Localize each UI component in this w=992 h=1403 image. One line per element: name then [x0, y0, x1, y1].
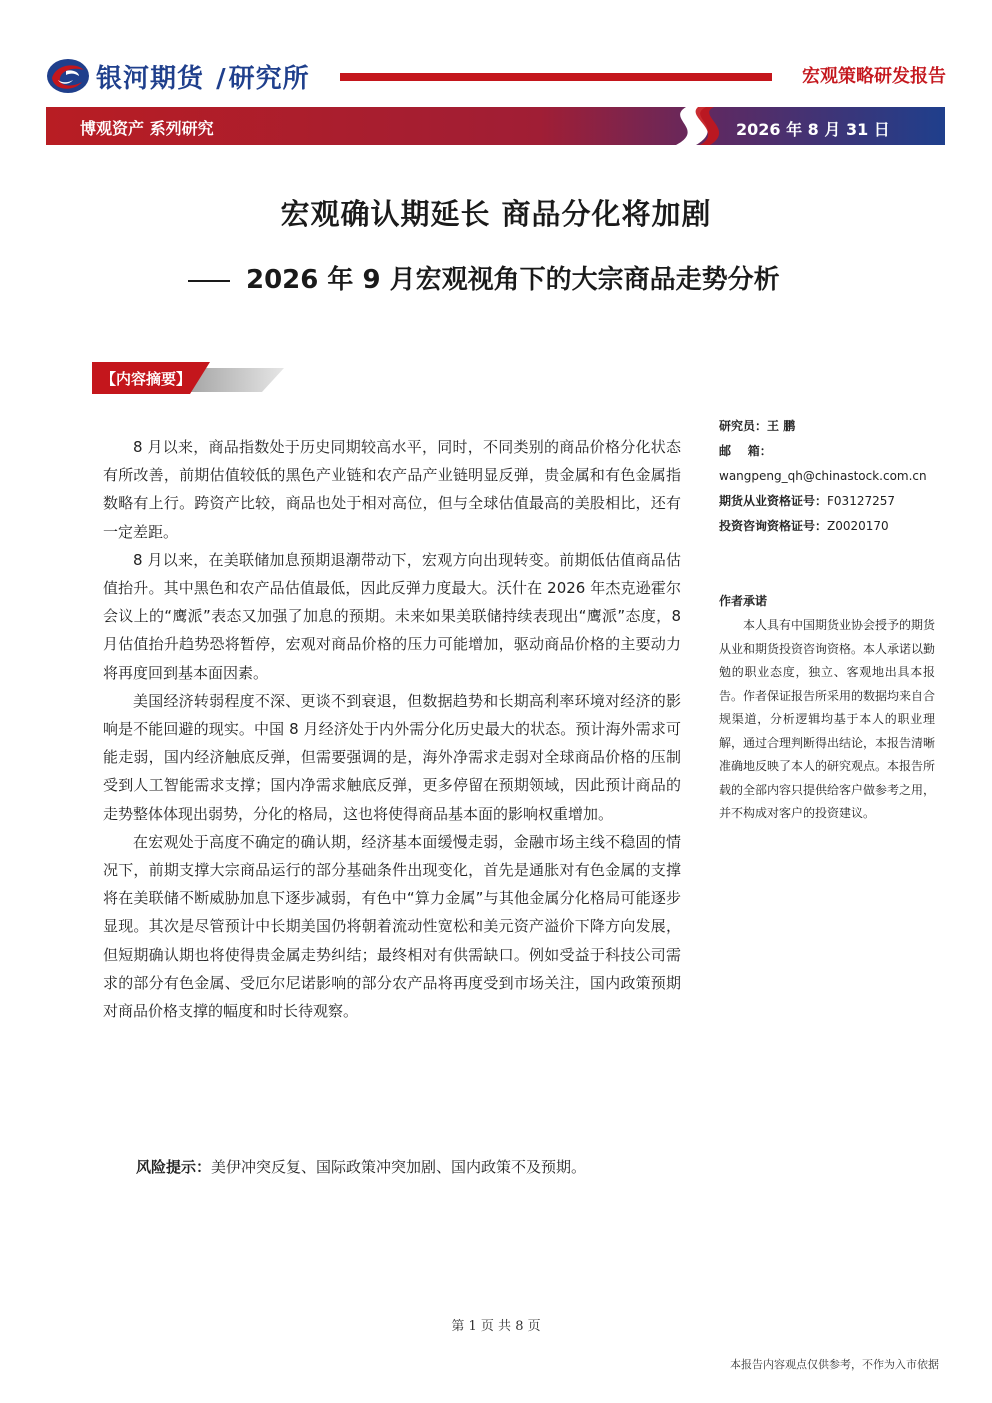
brand-name: 银河期货 /研究所	[96, 64, 310, 94]
summary-paragraph: 8 月以来，在美联储加息预期退潮带动下，宏观方向出现转变。前期低估值商品估值抬升。其中黑色和农产品估值最低，因此反弹力度最大。沃什在 2026 年杰克逊霍尔会议上的“鹰派”表态又加强了加息的预期。未来如果美联储持续表现出“鹰派”态度，8 月估值抬升趋势恐将暂停，宏观对商品价格的压力可能增加，驱动商品价格的主要动力将再度回到基本面因素。	[103, 550, 681, 682]
brand-division: 研究所	[228, 64, 310, 94]
author-info	[719, 414, 949, 539]
risk-notice	[136, 1155, 586, 1179]
report-date: 2026 年 8 月 31 日	[736, 120, 890, 139]
analyst-name: 王 鹏	[767, 419, 796, 433]
report-title: 宏观确认期延长 商品分化将加剧	[280, 197, 712, 231]
email-label: 邮 箱：	[719, 444, 772, 458]
analyst-label: 研究员：	[719, 419, 768, 433]
subtitle-dash	[188, 280, 230, 282]
author-pledge-text: 本人具有中国期货业协会授予的期货从业和期货投资咨询资格。本人承诺以勤勉的职业态度，独立、客观地出具本报告。作者保证报告所采用的数据均来自合规渠道，分析逻辑均基于本人的职业理解，通过合理判断得出结论，本报告清晰准确地反映了本人的研究观点。本报告所载的全部内容只提供给客户做参考之用，并不构成对客户的投资建议。	[719, 618, 936, 820]
summary-paragraph: 在宏观处于高度不确定的确认期，经济基本面缓慢走弱，金融市场主线不稳固的情况下，前期支撑大宗商品运行的部分基础条件出现变化，首先是通胀对有色金属的支撑将在美联储不断威胁加息下逐步减弱，有色中“算力金属”与其他金属分化格局可能逐步显现。其次是尽管预计中长期美国仍将朝着流动性宽松和美元资产溢价下降方向发展，但短期确认期也将使得贵金属走势纠结；最终相对有供需缺口。例如受益于科技公司需求的部分有色金属、受厄尔尼诺影响的部分农产品将再度受到市场关注，国内政策预期对商品价格支撑的幅度和时长待观察。	[103, 832, 681, 1021]
author-pledge-title: 作者承诺	[719, 594, 768, 608]
summary-body	[103, 433, 681, 1025]
galaxy-logo-icon	[46, 58, 90, 94]
page-number: 第 1 页 共 8 页	[451, 1319, 541, 1334]
risk-text: 美伊冲突反复、国际政策冲突加剧、国内政策不及预期。	[211, 1158, 587, 1176]
header-divider-bar	[340, 73, 772, 81]
summary-paragraph: 美国经济转弱程度不深、更谈不到衰退，但数据趋势和长期高利率环境对经济的影响是不能回避的现实。中国 8 月经济处于内外需分化历史最大的状态。预计海外需求可能走弱，国内经济触底反弹，但需要强调的是，海外净需求走弱对全球商品价格的压制受到人工智能需求支撑；国内净需求触底反弹，更多停留在预期领域，因此预计商品的走势整体体现出弱势，分化的格局，这也将使得商品基本面的影响权重增加。	[103, 691, 681, 823]
footer-disclaimer: 本报告内容观点仅供参考，不作为入市依据	[730, 1358, 939, 1371]
email-link[interactable]: wangpeng_qh@chinastock.com.cn	[719, 469, 927, 483]
advisory-cert-number: Z0020170	[827, 519, 889, 533]
summary-paragraph: 8 月以来，商品指数处于历史同期较高水平，同时，不同类别的商品价格分化状态有所改善，前期估值较低的黑色产业链和农产品产业链明显反弹，贵金属和有色金属指数略有上行。跨资产比较，商品也处于相对高位，但与全球估值最高的美股相比，还有一定差距。	[103, 438, 681, 541]
risk-label: 风险提示：	[136, 1158, 212, 1176]
series-label: 博观资产 系列研究	[80, 119, 214, 138]
report-subtitle	[188, 259, 780, 296]
futures-cert-number: F03127257	[827, 494, 895, 508]
brand-title: 银河期货	[96, 64, 205, 94]
report-subtitle-text: 2026 年 9 月宏观视角下的大宗商品走势分析	[246, 265, 780, 295]
summary-tag: 【内容摘要】	[101, 370, 192, 388]
futures-cert-label: 期货从业资格证号：	[719, 494, 828, 508]
advisory-cert-label: 投资咨询资格证号：	[719, 519, 828, 533]
report-type: 宏观策略研发报告	[802, 66, 946, 87]
